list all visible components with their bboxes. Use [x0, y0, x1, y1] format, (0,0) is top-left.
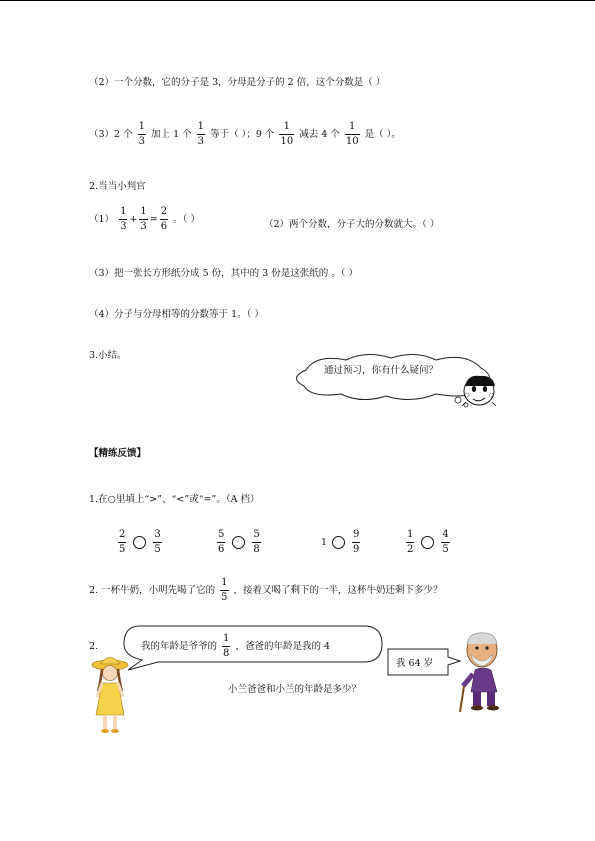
numerator: 1 [140, 206, 147, 217]
numerator: 9 [353, 529, 360, 540]
whole-number: 1 [321, 537, 328, 548]
denominator: 6 [160, 221, 168, 232]
numerator: 1 [120, 206, 127, 217]
equals-sign: = [149, 214, 158, 225]
numerator: 3 [154, 529, 161, 540]
text-span: 是（ ）。 [364, 129, 401, 140]
text-span: 2. 一杯牛奶，小明先喝了它的 [89, 585, 216, 596]
compare-circle[interactable] [133, 536, 146, 549]
numerator: 4 [442, 529, 449, 540]
numerator: 1 [407, 529, 414, 540]
numerator: 1 [283, 121, 290, 132]
numerator: 1 [349, 121, 356, 132]
fraction [220, 578, 228, 603]
text-span: （1） [89, 214, 115, 225]
compare-item-3 [321, 530, 362, 555]
judge-1 [89, 207, 200, 232]
denominator: 8 [253, 544, 260, 555]
numerator: 1 [138, 121, 146, 132]
fraction [217, 530, 225, 555]
text-span: 我的年龄是爷爷的 [141, 641, 218, 652]
section-2-title: 2.当当小判官 [89, 181, 146, 192]
compare-item-1 [116, 530, 164, 555]
text-span: ，爸爸的年龄是我的 4 [235, 641, 331, 652]
practice-heading: 【精练反馈】 [89, 448, 147, 459]
practice-question-1: 1.在○里填上“>”、“<”或“=”。（A 档） [89, 494, 260, 505]
fraction [252, 530, 260, 555]
fraction [139, 207, 147, 232]
fraction [406, 530, 414, 555]
denominator: 10 [280, 136, 294, 147]
plus-sign: + [129, 214, 138, 225]
denominator: 2 [407, 544, 414, 555]
denominator: 5 [119, 544, 126, 555]
cartoon-boy-icon [458, 372, 500, 410]
compare-item-4 [404, 530, 452, 555]
numerator: 1 [221, 577, 228, 588]
denominator: 6 [218, 544, 225, 555]
fraction [222, 634, 230, 659]
practice-question-2 [89, 578, 443, 603]
fraction [138, 122, 146, 147]
fraction [197, 122, 205, 147]
denominator: 10 [345, 136, 359, 147]
fraction [441, 530, 449, 555]
numerator: 5 [253, 529, 260, 540]
denominator: 5 [442, 544, 449, 555]
denominator: 5 [221, 592, 228, 603]
judge-3: （3）把一张长方形纸分成 5 份，其中的 3 份是这张纸的 。（ ） [89, 268, 359, 279]
denominator: 3 [140, 221, 147, 232]
numerator: 1 [223, 633, 230, 644]
denominator: 5 [154, 544, 161, 555]
fraction [345, 122, 360, 147]
fraction [119, 207, 127, 232]
denominator: 3 [197, 136, 205, 147]
numerator: 1 [197, 121, 205, 132]
numerator: 5 [218, 529, 225, 540]
numerator: 2 [160, 206, 168, 217]
text-span: 。（ ） [173, 214, 200, 225]
fraction [118, 530, 126, 555]
compare-circle[interactable] [332, 536, 345, 549]
compare-circle[interactable] [421, 536, 434, 549]
denominator: 8 [223, 648, 230, 659]
text-span: （3）2 个 [89, 129, 133, 140]
section-3-title: 3.小结。 [89, 350, 127, 361]
denominator: 3 [138, 136, 146, 147]
text-span: 加上 1 个 [151, 129, 192, 140]
judge-4: （4）分子与分母相等的分数等于 1。（ ） [89, 309, 264, 320]
practice-question-3-label: 2. [89, 641, 99, 652]
grandpa-illustration-icon [455, 630, 513, 714]
age-question: 小兰爸爸和小兰的年龄是多少？ [228, 684, 362, 695]
denominator: 3 [120, 221, 127, 232]
compare-item-2 [215, 530, 263, 555]
question-1-3 [89, 122, 401, 147]
text-span: 等于（ ）；9 个 [210, 129, 275, 140]
grandpa-bubble-text: 我 64 岁 [396, 658, 434, 669]
fraction [153, 530, 161, 555]
fraction [279, 122, 294, 147]
girl-illustration-icon [88, 655, 132, 737]
denominator: 9 [353, 544, 360, 555]
fraction [352, 530, 360, 555]
numerator: 2 [119, 529, 126, 540]
judge-2: （2）两个分数，分子大的分数就大。（ ） [264, 219, 440, 230]
page-top-rule [0, 0, 595, 1]
fraction [160, 207, 168, 232]
cloud-bubble-text: 通过预习，你有什么疑问？ [324, 365, 439, 376]
text-span: ，接着又喝了剩下的一半，这杯牛奶还剩下多少？ [233, 585, 443, 596]
question-1-2: （2）一个分数，它的分子是 3，分母是分子的 2 倍，这个分数是（ ） [89, 77, 386, 88]
girl-bubble-text [141, 634, 330, 659]
compare-circle[interactable] [232, 536, 245, 549]
text-span: 减去 4 个 [299, 129, 340, 140]
